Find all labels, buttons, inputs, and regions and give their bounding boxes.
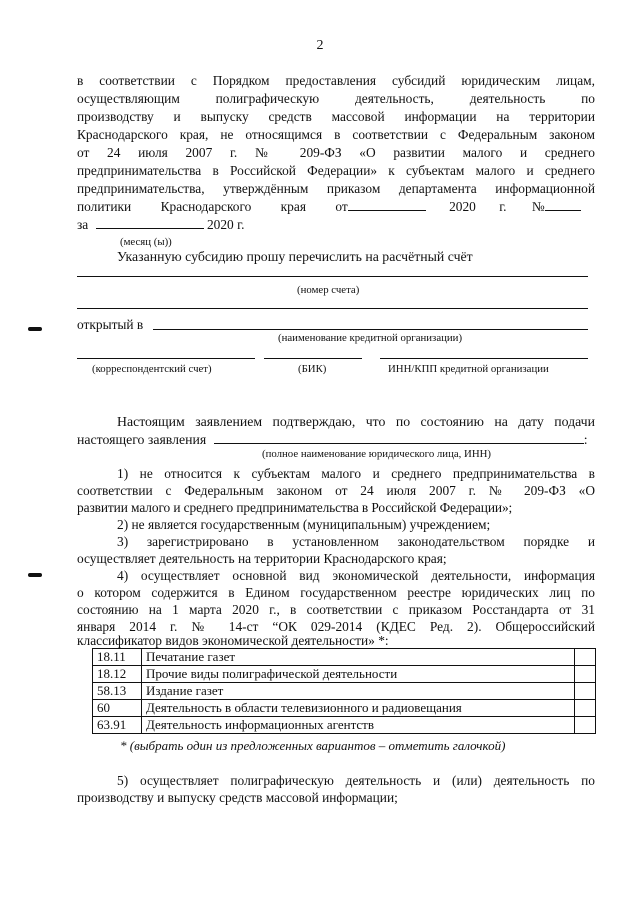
table-row xyxy=(93,649,596,666)
okved-name: Деятельность информационных агентств xyxy=(142,717,575,734)
bank-name-line[interactable] xyxy=(153,329,588,330)
account-number-line[interactable] xyxy=(77,276,588,277)
order-number-blank[interactable] xyxy=(545,199,581,211)
item-1: 1) не относится к субъектам малого и среднего предпринимательства в xyxy=(117,466,595,481)
period-year: 2020 г. xyxy=(206,217,245,232)
order-line xyxy=(77,198,595,215)
item-3: 3) зарегистрировано в установленном законодательством порядке и xyxy=(117,534,595,549)
punch-hole-mark xyxy=(28,573,42,577)
okved-name: Издание газет xyxy=(142,683,575,700)
period-za: за xyxy=(77,217,89,232)
order-line-text: политики Краснодарского края от xyxy=(77,199,348,214)
okved-code: 18.12 xyxy=(93,666,142,683)
okved-code: 18.11 xyxy=(93,649,142,666)
okved-checkbox[interactable] xyxy=(575,717,596,734)
okved-code: 63.91 xyxy=(93,717,142,734)
legal-name-blank[interactable] xyxy=(214,432,584,444)
item-5: производству и выпуску средств массовой информации; xyxy=(77,790,398,805)
okved-table xyxy=(92,648,596,734)
transfer-request: Указанную субсидию прошу перечислить на расчётный счёт xyxy=(117,249,473,264)
item-1: соответствии с Федеральным законом от 24 июля 2007 г. № 209-ФЗ «О xyxy=(77,483,595,498)
opened-in-label: открытый в xyxy=(77,317,144,332)
okved-name: Деятельность в области телевизионного и радиовещания xyxy=(142,700,575,717)
okved-code: 58.13 xyxy=(93,683,142,700)
okved-checkbox[interactable] xyxy=(575,666,596,683)
confirm-colon: : xyxy=(583,432,588,447)
table-row xyxy=(93,683,596,700)
item-1: развитии малого и среднего предпринимательства в Российской Федерации»; xyxy=(77,500,513,515)
table-row xyxy=(93,700,596,717)
inn-caption: ИНН/КПП кредитной организации xyxy=(388,363,549,375)
item-4: января 2014 г. № 14-ст “ОК 029-2014 (КДЕС Ред. 2). Общероссийский xyxy=(77,619,595,634)
bik-line[interactable] xyxy=(264,358,362,359)
okved-code: 60 xyxy=(93,700,142,717)
okved-checkbox[interactable] xyxy=(575,649,596,666)
intro-line: Краснодарского края, не относящимся в соответствии с Федеральным законом xyxy=(77,127,595,142)
okved-name: Печатание газет xyxy=(142,649,575,666)
selection-footnote: * (выбрать один из предложенных вариантов – отметить галочкой) xyxy=(120,738,506,753)
intro-line: в соответствии с Порядком предоставления субсидий юридическим лицам, xyxy=(77,73,595,88)
inn-kpp-line[interactable] xyxy=(380,358,588,359)
confirm-line: Настоящим заявлением подтверждаю, что по состоянию на дату подачи xyxy=(117,414,595,429)
item-4: 4) осуществляет основной вид экономической деятельности, информация xyxy=(117,568,595,583)
corr-account-line[interactable] xyxy=(77,358,255,359)
legal-name-caption: (полное наименование юридического лица, ИНН) xyxy=(262,448,492,460)
month-caption: (месяц (ы)) xyxy=(120,236,172,248)
corr-caption: (корреспондентский счет) xyxy=(92,363,212,375)
order-year: 2020 г. xyxy=(449,199,507,214)
period-month-blank[interactable] xyxy=(96,217,204,229)
intro-line: производству и выпуску средств массовой информации на территории xyxy=(77,109,595,124)
order-date-blank[interactable] xyxy=(348,199,426,211)
item-4: классификатор видов экономической деятельности» *: xyxy=(77,633,389,648)
account-caption: (номер счета) xyxy=(297,284,360,296)
intro-line: от 24 июля 2007 г. № 209-ФЗ «О развитии малого и среднего xyxy=(77,145,595,160)
intro-line: предпринимательства в Российской Федерации» к субъектам малого и среднего xyxy=(77,163,595,178)
account-number-line-2[interactable] xyxy=(77,308,588,309)
okved-checkbox[interactable] xyxy=(575,683,596,700)
order-number-label: № xyxy=(531,199,545,214)
bik-caption: (БИК) xyxy=(298,363,327,375)
table-row xyxy=(93,717,596,734)
item-3: осуществляет деятельность на территории Краснодарского края; xyxy=(77,551,447,566)
punch-hole-mark xyxy=(28,327,42,331)
page-number: 2 xyxy=(316,38,324,53)
item-5: 5) осуществляет полиграфическую деятельность и (или) деятельность по xyxy=(117,773,595,788)
confirm-line-2 xyxy=(77,431,595,448)
item-4: о котором содержится в Едином государственном реестре юридических лиц по xyxy=(77,585,595,600)
bank-caption: (наименование кредитной организации) xyxy=(278,332,463,344)
intro-line: осуществляющим полиграфическую деятельность, деятельность по xyxy=(77,91,595,106)
okved-checkbox[interactable] xyxy=(575,700,596,717)
okved-name: Прочие виды полиграфической деятельности xyxy=(142,666,575,683)
item-2: 2) не является государственным (муниципальным) учреждением; xyxy=(117,517,491,532)
intro-line: предпринимательства, утверждённым приказом департамента информационной xyxy=(77,181,595,196)
confirm-text: настоящего заявления xyxy=(77,432,207,447)
period-line xyxy=(77,216,595,233)
item-4: состоянию на 1 марта 2020 г., в соответствии с приказом Росстандарта от 31 xyxy=(77,602,595,617)
table-row xyxy=(93,666,596,683)
